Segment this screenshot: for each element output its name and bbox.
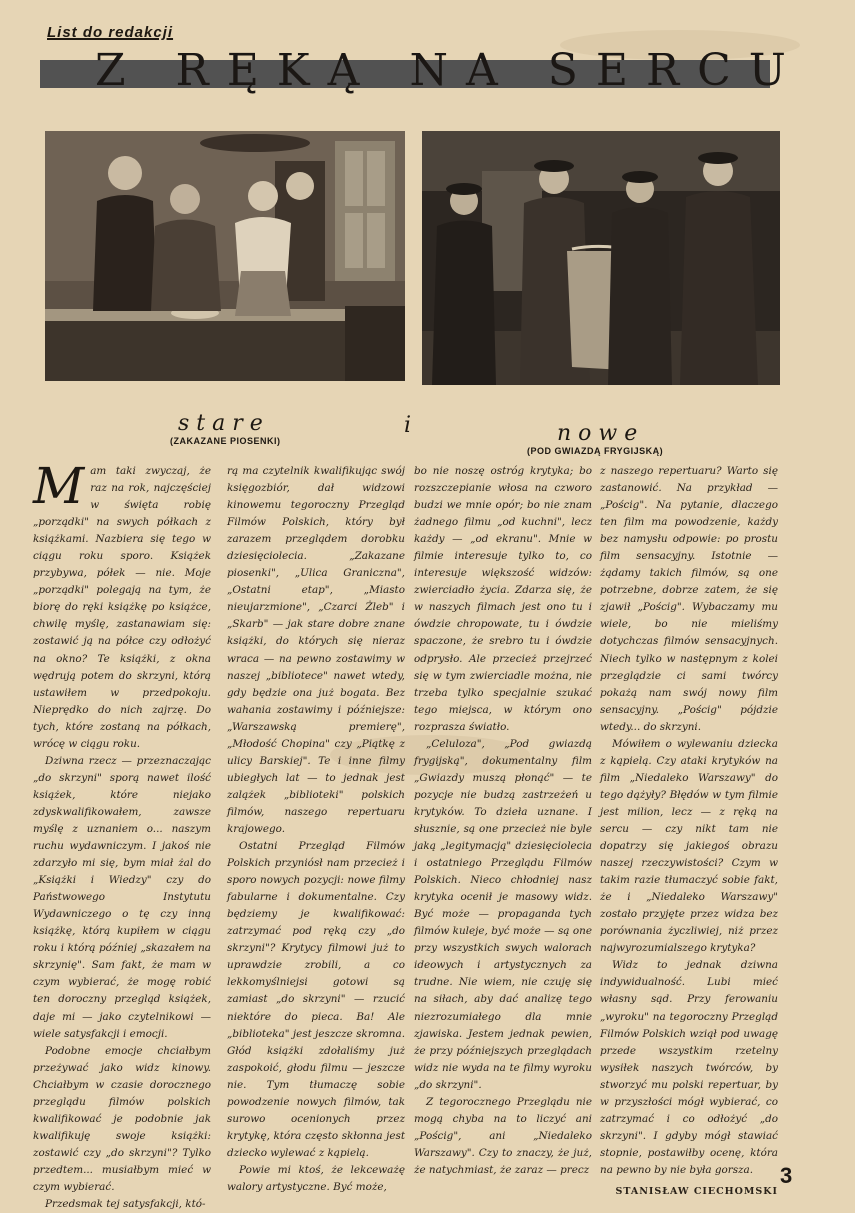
paragraph: Z tegorocznego Przeglądu nie mogą chyba na to liczyć ani „Pościg", ani „Niedaleko Warszawy". Czy to znaczy, że już, że natychmiast, że zaraz — precz — [414, 1095, 592, 1176]
text-column-3 — [414, 463, 592, 1179]
subhead-new-note: (POD GWIAZDĄ FRYGIJSKĄ) — [527, 446, 664, 456]
subhead-and: i — [404, 413, 412, 438]
paragraph: Ostatni Przegląd Filmów Polskich przyniósł nam przecież i sporo nowych pozycji: nowe filmy fabularne i dokumentalne. Czy będziemy je kwalifikować: zatrzymać pod ręką czy „do skrzyni"? Krytycy filmowi już to uprawdzie zrobili, a co lekkomyślniejsi gotowi są zamiast „do skrzyni" — rzucić niektóre do pieca. Ba! Ale „biblioteka" jest jeszcze skromna. Głód książki zdołaliśmy już zaspokoić, głodu filmu — jeszcze nie. Tym tłumaczę sobie powodzenie nowych filmów, tak surowo ocenionych przez krytykę, która często skłonna jest dziecko wylewać z kąpielą. — [227, 840, 405, 1159]
paragraph: z naszego repertuaru? Warto się zastanowić. Na przykład — „Pościg". Na pytanie, dlaczego ten film ma powodzenie, każdy bez namysłu odpowie: po prostu film sensacyjny. Istotnie — żądamy takich filmów, są one potrzebne, dobrze zatem, że się zjawił „Pościg". Wybaczamy mu wiele, bo nie mieliśmy dotychczas filmów sensacyjnych. Niech tylko w następnym z kolei przeglądzie ci sami twórcy pokażą nam swój nowy film sensacyjny. „Pościg" pójdzie wtedy... do skrzyni. — [600, 465, 778, 733]
text-column-4 — [600, 463, 778, 1200]
paragraph: Dziwna rzecz — przeznaczając „do skrzyni" sporą nawet ilość książek, które niejako zdyskwalifikowałem, zawsze myślę z uznaniem o... naszym ruchu wydawniczym. I jakoś nie zdarzyło mi się, bym miał żal do „Książki i Wiedzy" czy do Państwowego Instytutu Wydawniczego o tę czy inną książkę, którą kupiłem w ciągu roku i którą później „skazałem na skrzynię". Sam fakt, że mam w czym wybierać, że mogę robić ten doroczny przegląd książek, daje mi — jako czytelnikowi — wiele satysfakcji i emocji. — [33, 754, 211, 1040]
film-still-right — [422, 131, 780, 385]
text-column-2 — [227, 463, 405, 1196]
paragraph: Powie mi ktoś, że lekceważę walory artystyczne. Być może, — [227, 1163, 405, 1193]
paragraph: Przedsmak tej satysfakcji, któ- — [45, 1198, 206, 1211]
paragraph: rą ma czytelnik kwalifikując swój księgozbiór, dał widzowi kinowemu tegoroczny Przegląd Filmów Polskich, który był zarazem przeglądem dorobku dziesięciolecia. „Zakazane piosenki", „Ulica Graniczna", „Ostatni etap", „Miasto nieujarzmione", „Czarci Żleb" i „Skarb" — jak stare dobre znane książki, do których się nieraz wraca — na pewno zostawimy w naszej „bibliotece" nawet wtedy, gdy będzie ona już bogata. Bez wahania zostawimy i późniejsze: „Warszawską premierę", „Młodość Chopina" czy „Piątkę z ulicy Barskiej". Te i inne filmy ubiegłych lat — to jednak jest zalążek „biblioteki" polskich filmów, naszego repertuaru krajowego. — [227, 465, 405, 835]
author-signature: STANISŁAW CIECHOMSKI — [615, 1185, 778, 1197]
paragraph: Widz to jednak dziwna indywidualność. Lubi mieć własny sąd. Przy ferowaniu „wyroku" na tegoroczny Przegląd Filmów Polskich wziął pod uwagę przede wszystkim rzetelny wysiłek naszych twórców, by stworzyć mu polski repertuar, by w przyszłości mógł wybierać, co zatrzymać i co odłożyć „do skrzyni". I gdyby mógł stawiać stopnie, postawiłby ocenę, która na pewno by nie była gorsza. — [600, 959, 778, 1176]
section-rubric: List do redakcji — [47, 24, 174, 41]
film-still-left-image — [45, 131, 405, 381]
article-title: Z RĘKĄ NA SERCU — [95, 45, 804, 96]
film-still-left — [45, 131, 405, 381]
paragraph: „Celuloza", „Pod gwiazdą frygijską", dokumentalny film „Gwiazdy muszą płonąć" — te pozycje nie budzą zastrzeżeń u krytyków. To dzieła uznane. I słusznie, są one przecież nie byle jaką „legitymacją" dziesięciolecia i ostatniego Przeglądu Filmów Polskich. Nieco chłodniej nasz krytyka ocenił je masowy widz. Być może — propaganda tych filmów kuleje, być może — są one przy wszystkich swych walorach ideowych i artystycznych za trudne. Nie wiem, nie czuję się na siłach, aby dać analizę tego niezrozumiałego dla mnie zjawiska. Jestem jednak pewien, że przy późniejszych przeglądach widz nie wyda na te filmy wyroku „do skrzyni". — [414, 737, 592, 1091]
subhead-new: nowe — [557, 421, 645, 446]
text-column-1 — [33, 457, 211, 1213]
subhead-old: stare — [178, 411, 270, 436]
paragraph: Mówiłem o wylewaniu dziecka z kąpielą. Czy ataki krytyków na film „Niedaleko Warszawy" do tego dążyły? Błędów w tym filmie jest milion, lecz — z ręką na sercu — czy nikt tam nie dopatrzy się jakiegoś obrazu naszej rzeczywistości? Czym w takim razie tłumaczyć sobie fakt, że i „Niedaleko Warszawy" zostało przyjęte przez widza bez porównania życzliwiej, niż przez najwyrozumialszego krytyka? — [600, 737, 778, 955]
page-number: 3 — [780, 1163, 793, 1188]
film-still-right-image — [422, 131, 780, 385]
paragraph: Mam taki zwyczaj, że raz na rok, najczęściej w święta robię „porządki" na swych półkach z książkami. Nazbiera się tego w ciągu roku sporo. Książek przybywa, półek — nie. Moje „porządki" polegają na tym, że biorę do ręki książkę po książce, chwilę myślę, zastanawiam się: zostawić ją na półce czy odłożyć na okno? Te książki, z okna wędrują potem do skrzyni, którą ustawiłem w przedpokoju. Nieprędko do nich zajrzę. Do tych, które zostaną na półkach, wrócę w ciągu roku. — [33, 457, 211, 750]
subhead-old-note: (ZAKAZANE PIOSENKI) — [170, 436, 281, 446]
drop-cap: M — [33, 457, 85, 515]
paragraph: Podobne emocje chciałbym przeżywać jako widz kinowy. Chciałbym w czasie dorocznego przeglądu filmów polskich kwalifikować je podobnie jak kwalifikuję swoje książki: zostawić czy „do skrzyni"? Tylko przedtem... musiałbym mieć w czym wybierać. — [33, 1044, 211, 1193]
paragraph: bo nie noszę ostróg krytyka; bo rozszczepianie włosa na czworo budzi we mnie opór; bo nie znam żadnego filmu „od kuchni", lecz każdy — „od ekranu". Mnie w filmie interesuje tylko to, co interesuje większość widzów: zwierciadło życia. Zdarza się, że w naszych filmach jest ono tu i ówdzie chropowate, tu i ówdzie spaczone, że srebro tu i ówdzie odprysło. Ale przecież przejrzeć się w tym zwierciadle można, nie trzeba tylko specjalnie szukać tego miejsca, w którym ono rozprasza światło. — [414, 465, 592, 733]
